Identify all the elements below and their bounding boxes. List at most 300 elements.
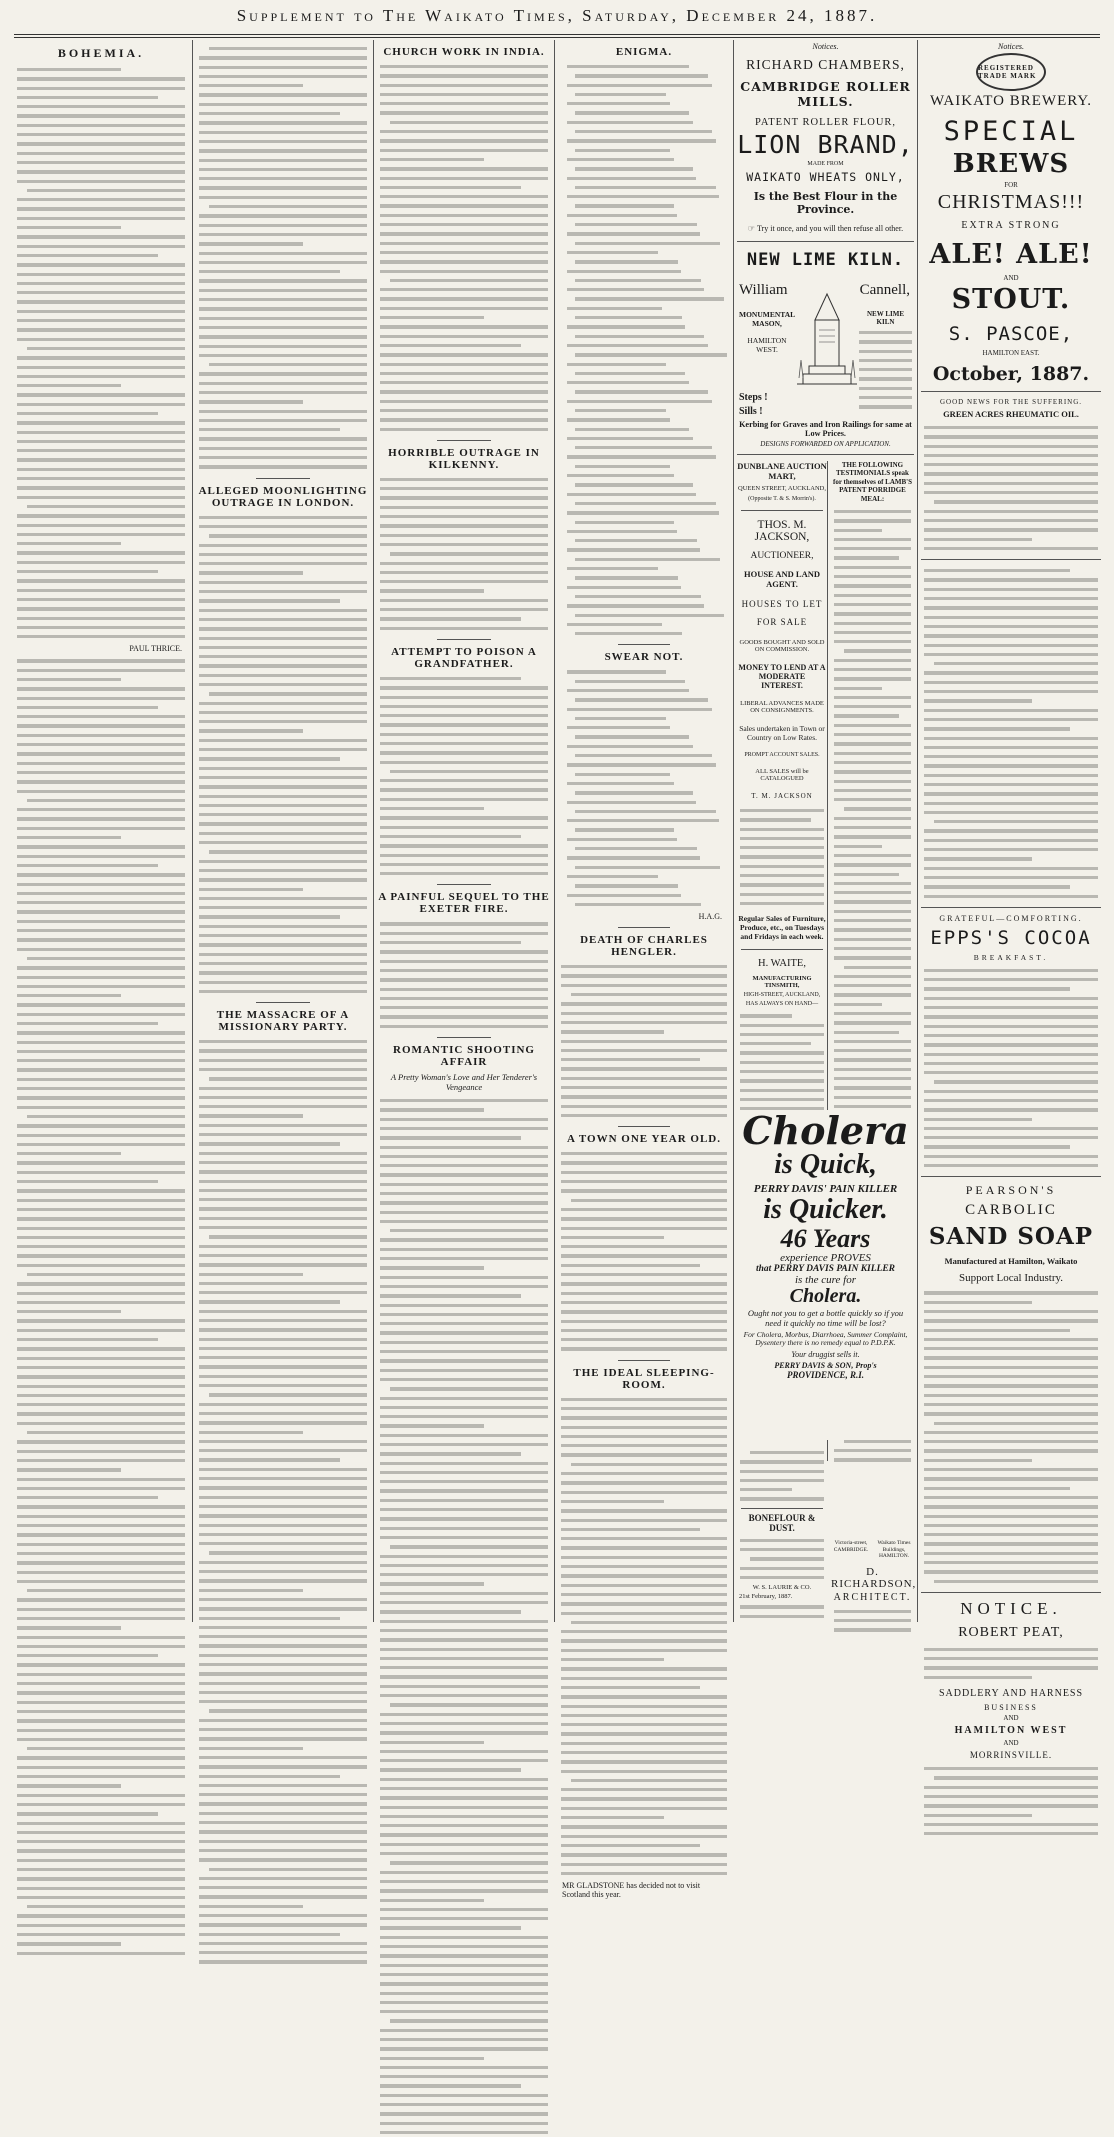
text-line — [199, 81, 303, 90]
text-line — [17, 1911, 185, 1920]
text-line — [924, 1133, 1098, 1142]
text-line — [380, 1431, 548, 1440]
text-line — [567, 816, 719, 825]
text-line — [17, 759, 185, 768]
article-body-romantic — [380, 1096, 548, 2137]
text-line — [380, 257, 548, 266]
text-line — [834, 544, 911, 553]
article-body-poison — [380, 674, 548, 879]
article-body-kilkenny — [380, 475, 548, 633]
column-1 — [14, 40, 188, 1622]
text-line — [17, 1809, 158, 1818]
text-line — [199, 903, 367, 912]
ad-lime-place: HAMILTON — [747, 336, 787, 345]
text-line — [17, 279, 185, 288]
poem-signature: H.A.G. — [698, 912, 722, 922]
text-line — [17, 232, 185, 241]
text-line — [17, 1205, 185, 1214]
text-line — [924, 1031, 1098, 1040]
text-line — [199, 699, 367, 708]
text-line — [199, 987, 367, 996]
text-line — [380, 985, 548, 994]
text-line — [17, 1038, 185, 1047]
text-line — [567, 415, 670, 424]
text-line — [561, 1553, 727, 1562]
text-line — [380, 1328, 548, 1337]
text-line — [380, 360, 548, 369]
text-line — [380, 540, 548, 549]
text-line — [834, 842, 882, 851]
text-line — [17, 1753, 185, 1762]
text-line — [561, 1279, 727, 1288]
ad-waikato-brewery — [921, 93, 1101, 385]
text-line — [567, 620, 662, 629]
text-line — [17, 1400, 185, 1409]
column-rule — [373, 40, 374, 1622]
text-line — [380, 1765, 521, 1774]
text-line — [199, 1539, 367, 1548]
text-line — [834, 953, 911, 962]
text-line — [380, 521, 548, 530]
text-line — [561, 1177, 727, 1186]
text-line — [27, 502, 185, 511]
text-line — [380, 994, 548, 1003]
text-line — [199, 1762, 367, 1771]
text-line — [380, 2007, 548, 2016]
text-line — [380, 201, 548, 210]
text-line — [924, 1391, 1098, 1400]
text-line — [561, 1413, 727, 1422]
text-line — [17, 731, 185, 740]
text-line — [199, 1483, 367, 1492]
text-line — [380, 1738, 484, 1747]
text-line — [834, 1616, 911, 1625]
text-line — [924, 1087, 1098, 1096]
divider — [921, 1176, 1101, 1177]
text-line — [390, 1542, 548, 1551]
text-line — [859, 347, 912, 356]
text-line — [859, 374, 912, 383]
divider — [618, 1126, 670, 1127]
text-line — [561, 981, 727, 990]
text-line — [575, 807, 716, 816]
ad-green-acres-title: GREEN ACRES RHEUMATIC OIL. — [943, 409, 1079, 419]
text-line — [380, 1923, 521, 1932]
text-line — [571, 1776, 727, 1785]
text-line — [561, 1832, 727, 1841]
text-line — [924, 715, 1098, 724]
text-line — [834, 832, 911, 841]
text-line — [17, 353, 185, 362]
text-line — [561, 1636, 727, 1645]
text-line — [380, 813, 548, 822]
divider — [618, 1360, 670, 1361]
text-line — [834, 990, 911, 999]
text-line — [924, 678, 1098, 687]
text-line — [380, 804, 484, 813]
text-line — [209, 1074, 367, 1083]
monument-icon — [797, 290, 857, 386]
text-line — [17, 1939, 121, 1948]
text-line — [199, 1084, 367, 1093]
text-line — [575, 164, 693, 173]
text-line — [924, 1152, 1098, 1161]
text-line — [17, 1335, 158, 1344]
text-line — [575, 425, 689, 434]
text-line — [924, 1400, 1098, 1409]
text-line — [924, 761, 1098, 770]
text-line — [199, 1195, 367, 1204]
divider — [737, 241, 914, 242]
text-line — [834, 786, 911, 795]
text-line — [859, 393, 912, 402]
text-line — [924, 1829, 1098, 1838]
text-line — [575, 220, 697, 229]
text-line — [740, 1612, 824, 1621]
text-line — [199, 1167, 367, 1176]
text-line — [380, 155, 484, 164]
text-line — [740, 871, 824, 880]
text-line — [17, 1354, 185, 1363]
text-line — [380, 1012, 548, 1021]
ad-chambers-wheats: WAIKATO WHEATS ONLY, — [746, 170, 905, 184]
text-line — [567, 891, 681, 900]
text-line — [380, 1235, 548, 1244]
text-line — [561, 1785, 727, 1794]
text-line — [17, 1196, 185, 1205]
text-line — [199, 1874, 367, 1883]
text-line — [834, 879, 911, 888]
ad-jackson-money: MONEY TO LEND AT A MODERATE INTEREST. — [738, 663, 826, 690]
text-line — [199, 90, 367, 99]
text-line — [380, 720, 548, 729]
text-line — [561, 1450, 727, 1459]
ad-lime-kiln-label: NEW LIME KILN — [866, 310, 905, 326]
text-line — [924, 594, 1098, 603]
text-line — [380, 1096, 548, 1105]
text-line — [199, 397, 303, 406]
text-line — [924, 706, 1098, 715]
text-line — [834, 1046, 911, 1055]
text-line — [199, 550, 367, 559]
text-line — [567, 452, 716, 461]
text-line — [17, 935, 185, 944]
text-line — [199, 940, 367, 949]
text-line — [380, 2119, 548, 2128]
text-line — [199, 211, 367, 220]
text-line — [924, 1437, 1098, 1446]
text-line — [924, 1105, 1098, 1114]
text-line — [199, 165, 367, 174]
text-line — [575, 369, 685, 378]
text-line — [834, 619, 911, 628]
article-body-town-one-year — [561, 1149, 727, 1354]
text-line — [924, 423, 1098, 432]
text-line — [17, 694, 185, 703]
text-line — [834, 628, 911, 637]
text-line — [17, 712, 185, 721]
text-line — [924, 479, 1098, 488]
text-line — [924, 1012, 1098, 1021]
text-line — [380, 1998, 548, 2007]
text-line — [834, 581, 911, 590]
text-line — [561, 1083, 727, 1092]
text-line — [844, 804, 911, 813]
text-line — [199, 810, 367, 819]
ad-jackson-body — [740, 806, 824, 908]
text-line — [561, 1497, 664, 1506]
text-line — [199, 1279, 367, 1288]
text-line — [380, 841, 548, 850]
text-line — [199, 1428, 303, 1437]
text-line — [924, 1465, 1098, 1474]
text-line — [575, 127, 712, 136]
text-line — [380, 1319, 548, 1328]
text-line — [209, 1390, 367, 1399]
text-line — [567, 545, 700, 554]
text-line — [380, 1942, 548, 1951]
text-line — [380, 1022, 548, 1031]
column-rule — [917, 40, 918, 1622]
ad-green-acres-news: GOOD NEWS FOR THE SUFFERING. — [939, 398, 1083, 406]
text-line — [17, 1837, 185, 1846]
text-line — [834, 758, 911, 767]
text-line — [380, 1756, 548, 1765]
text-line — [575, 825, 674, 834]
text-line — [380, 1589, 548, 1598]
text-line — [561, 1757, 727, 1766]
text-line — [199, 1102, 367, 1111]
poem-enigma — [561, 62, 727, 638]
text-line — [561, 1298, 727, 1307]
text-line — [17, 1214, 185, 1223]
text-line — [575, 881, 678, 890]
text-line — [17, 1772, 185, 1781]
column-6-advertisements — [921, 40, 1101, 1761]
text-line — [199, 671, 367, 680]
text-line — [834, 1065, 911, 1074]
text-line — [199, 332, 367, 341]
text-line — [17, 1447, 185, 1456]
text-line — [924, 1474, 1098, 1483]
ad-jackson-prompt: PROMPT ACCOUNT SALES. — [744, 752, 820, 758]
text-line — [380, 378, 548, 387]
ad-jackson-catalogued: ALL SALES will be CATALOGUED — [755, 768, 809, 782]
text-line — [17, 1047, 185, 1056]
text-line — [27, 1428, 185, 1437]
text-line — [924, 1567, 1098, 1576]
text-line — [924, 1811, 1032, 1820]
text-line — [199, 894, 367, 903]
text-line — [17, 1549, 185, 1558]
text-line — [561, 1543, 727, 1552]
text-line — [199, 1353, 367, 1362]
text-line — [571, 990, 727, 999]
text-line — [561, 1562, 727, 1571]
text-line — [199, 782, 367, 791]
text-line — [17, 511, 185, 520]
text-line — [17, 632, 185, 641]
text-line — [834, 711, 899, 720]
text-line — [380, 1161, 548, 1170]
text-line — [17, 1540, 185, 1549]
text-line — [380, 957, 548, 966]
text-line — [199, 922, 367, 931]
text-line — [561, 1242, 727, 1251]
text-line — [380, 1208, 548, 1217]
text-line — [575, 677, 685, 686]
text-line — [380, 1979, 548, 1988]
text-line — [17, 1140, 185, 1149]
text-line — [17, 288, 185, 297]
text-line — [199, 1502, 367, 1511]
text-line — [561, 1102, 727, 1111]
ad-lime-trade — [739, 310, 795, 354]
text-line — [561, 1841, 700, 1850]
text-line — [924, 836, 1098, 845]
text-line — [199, 1855, 367, 1864]
text-line — [17, 1279, 185, 1288]
text-line — [199, 183, 367, 192]
text-line — [17, 1856, 185, 1865]
text-line — [575, 714, 666, 723]
article-body-church-india — [380, 62, 548, 434]
text-line — [199, 1744, 303, 1753]
text-line — [380, 192, 548, 201]
ad-cholera-that: that PERRY DAVIS PAIN KILLER — [755, 1264, 896, 1275]
text-line — [380, 1412, 548, 1421]
text-line — [199, 72, 367, 81]
text-line — [924, 1783, 1098, 1792]
text-line — [17, 1688, 185, 1697]
text-line — [924, 687, 1098, 696]
text-line — [17, 1707, 185, 1716]
text-line — [575, 629, 682, 638]
text-line — [199, 295, 367, 304]
text-line — [17, 1233, 185, 1242]
text-line — [924, 1764, 1098, 1773]
text-line — [561, 1009, 727, 1018]
text-line — [561, 1289, 727, 1298]
text-line — [199, 596, 340, 605]
ad-boneflour-date: 21st February, 1887. — [739, 1593, 793, 1601]
ad-jackson-signature: T. M. JACKSON — [751, 792, 813, 800]
text-line — [17, 1633, 185, 1642]
text-line — [17, 666, 185, 675]
text-line — [834, 526, 882, 535]
text-line — [209, 360, 367, 369]
text-line — [17, 1819, 185, 1828]
text-line — [17, 270, 185, 279]
text-line — [17, 1475, 185, 1484]
text-line — [740, 825, 824, 834]
ad-jackson-goods: GOODS BOUGHT AND SOLD ON COMMISSION. — [739, 639, 825, 653]
text-line — [199, 1307, 367, 1316]
divider — [437, 440, 491, 441]
poem-swear-not — [561, 667, 727, 909]
text-line — [380, 1803, 548, 1812]
text-line — [199, 1177, 367, 1186]
text-line — [380, 795, 548, 804]
text-line — [380, 1505, 548, 1514]
text-line — [199, 1734, 367, 1743]
text-line — [924, 734, 1098, 743]
text-line — [834, 1055, 911, 1064]
text-line — [380, 62, 548, 71]
divider — [741, 1508, 823, 1509]
article-title-massacre: THE MASSACRE OF A MISSIONARY PARTY. — [216, 1009, 350, 1034]
ad-peat-notice: NOTICE. — [960, 1598, 1062, 1618]
text-line — [380, 369, 548, 378]
text-line — [834, 925, 911, 934]
text-line — [380, 2128, 548, 2137]
text-line — [924, 525, 1098, 534]
text-line — [834, 767, 911, 776]
text-line — [17, 93, 158, 102]
text-line — [924, 535, 1032, 544]
text-line — [740, 1602, 824, 1611]
article-body-moonlighting — [199, 513, 367, 996]
text-line — [380, 1459, 548, 1468]
ad-pain-killer — [737, 1110, 914, 1440]
text-line — [575, 406, 666, 415]
text-line — [380, 415, 548, 424]
text-line — [844, 963, 911, 972]
text-line — [199, 754, 340, 763]
ad-architect-left-address: Victoria-street, CAMBRIDGE. — [833, 1540, 869, 1553]
ad-architect-right-address: Waikato Times Buildings, HAMILTON. — [877, 1540, 911, 1560]
ad-cholera-cure: is the cure for — [795, 1274, 856, 1287]
text-line — [561, 1655, 664, 1664]
text-line — [17, 1670, 185, 1679]
text-line — [834, 897, 911, 906]
text-line — [740, 1039, 811, 1048]
text-line — [834, 907, 911, 916]
text-line — [199, 643, 367, 652]
text-line — [924, 442, 1098, 451]
text-line — [199, 1679, 367, 1688]
text-line — [199, 1892, 367, 1901]
text-line — [924, 696, 1032, 705]
text-line — [380, 164, 548, 173]
ad-lime-kiln — [737, 250, 914, 436]
text-line — [561, 1822, 727, 1831]
text-line — [934, 1419, 1098, 1428]
text-line — [561, 1646, 727, 1655]
ad-boneflour-note — [740, 1602, 824, 1621]
text-line — [575, 183, 716, 192]
text-line — [924, 1050, 1098, 1059]
text-line — [17, 400, 185, 409]
text-line — [380, 248, 548, 257]
text-line — [17, 586, 185, 595]
text-line — [17, 1846, 185, 1855]
text-line — [380, 146, 548, 155]
text-line — [17, 409, 158, 418]
text-line — [199, 1948, 367, 1957]
divider — [921, 391, 1101, 392]
text-line — [199, 1604, 367, 1613]
text-line — [199, 578, 367, 587]
text-line — [924, 799, 1098, 808]
text-line — [575, 71, 708, 80]
text-line — [380, 776, 548, 785]
ad-brewery-title: WAIKATO BREWERY. — [929, 93, 1093, 109]
text-line — [834, 730, 911, 739]
text-line — [17, 814, 185, 823]
text-line — [380, 1607, 521, 1616]
text-line — [17, 1382, 185, 1391]
